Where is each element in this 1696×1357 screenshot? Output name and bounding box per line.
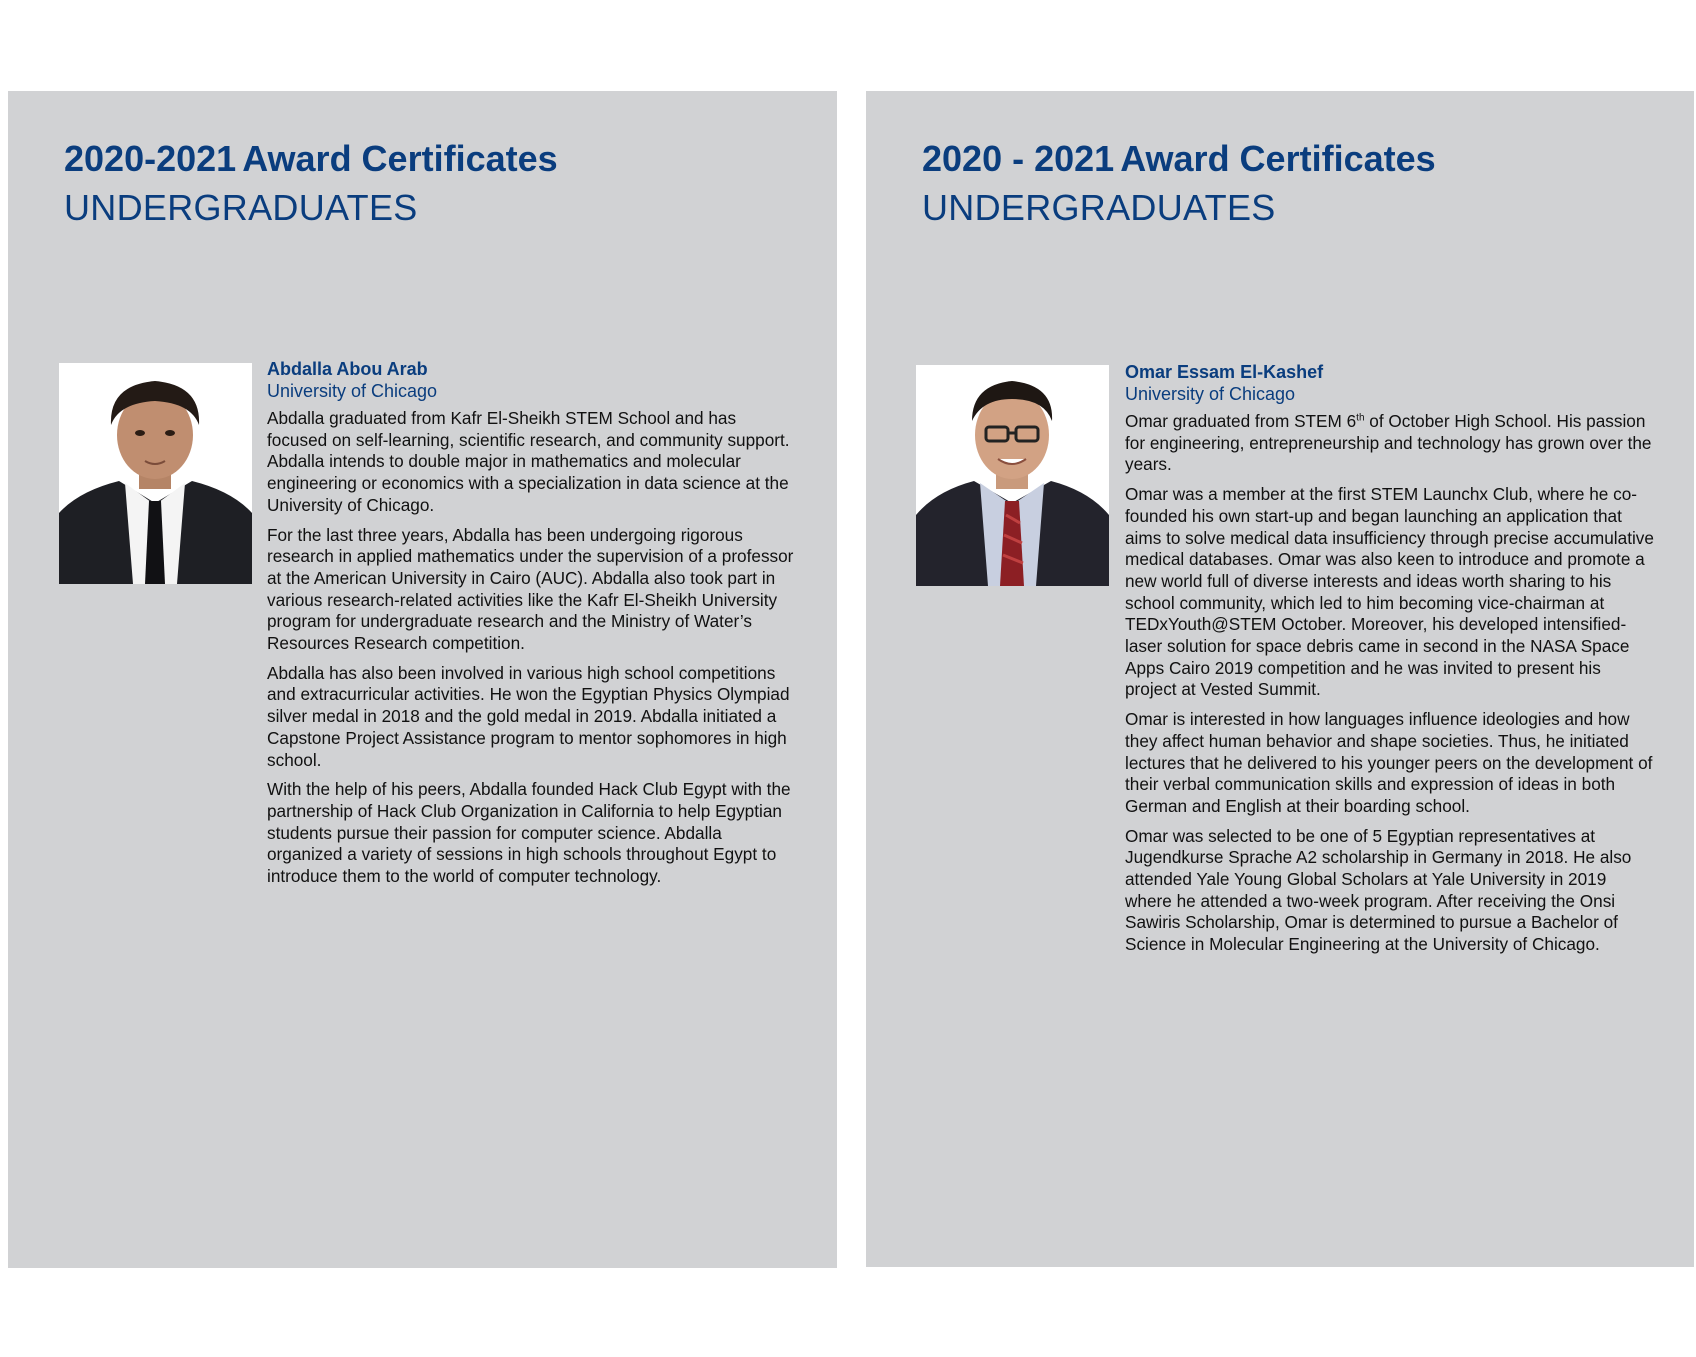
page-subtitle: UNDERGRADUATES <box>922 187 1276 228</box>
bio-paragraph: Omar was selected to be one of 5 Egyptian representatives at Jugendkurse Sprache A2 scholarship in Germany in 2018. He also attended Yale Young Global Scholars at Yale University in 2019 where he attended a two-week program. After receiving the Onsi Sawiris Scholarship, Omar is determined to pursue a Bachelor of Science in Molecular Engineering at the University of Chicago. <box>1125 825 1632 955</box>
student-name: Abdalla Abou Arab <box>267 359 428 379</box>
bio-paragraph: Abdalla graduated from Kafr El-Sheikh STEM School and has focused on self-learning, scientific research, and community support. Abdalla intends to double major in mathematics and molecular engineering or economics with a specialization in data science at the University of Chicago. <box>267 408 790 515</box>
title-year-start: 2020 <box>64 138 145 179</box>
ordinal-suffix: th <box>1356 412 1365 424</box>
bio-text: Omar graduated from STEM 6 <box>1125 411 1357 431</box>
certificate-page-right <box>866 91 1694 1267</box>
page-heading <box>922 135 1436 233</box>
title-year-end: 2021 <box>156 138 237 179</box>
page-title <box>64 135 558 183</box>
title-text: Award Certificates <box>1120 138 1436 179</box>
bio-paragraph: Omar is interested in how languages influence ideologies and how they affect human behavior and shape societies. Thus, he initiated lectures that he delivered to his younger peers on the development of their verbal communication skills and expression of ideas in both German and English at their boarding school. <box>1125 709 1653 816</box>
certificate-page-left <box>8 91 837 1268</box>
bio-paragraph: Omar was a member at the first STEM Launchx Club, where he co-founded his own start-up and began launching an application that aims to solve medical data insufficiency through precise accumulative medical databases. Omar was also keen to introduce and promote a new world full of diverse interests and ideas worth sharing to his school community, which led to him becoming vice-chairman at TEDxYouth@STEM October. Moreover, his developed intensified-laser solution for space debris came in second in the NASA Space Apps Cairo 2019 competition and he was invited to present his project at Vested Summit. <box>1125 484 1654 700</box>
student-photo <box>59 363 252 584</box>
title-dash: - <box>144 138 157 179</box>
student-school: University of Chicago <box>1125 384 1296 404</box>
title-year-start: 2020 <box>922 138 1003 179</box>
page-title <box>922 135 1436 183</box>
title-year-end: 2021 <box>1034 138 1115 179</box>
bio-text: of October High School. His passion for engineering, entrepreneurship and technology has grown over the years. <box>1125 411 1652 475</box>
title-text: Award Certificates <box>242 138 558 179</box>
page-heading <box>64 135 558 233</box>
title-dash: - <box>1012 138 1025 179</box>
student-name: Omar Essam El-Kashef <box>1125 362 1324 382</box>
student-photo <box>916 365 1109 586</box>
bio-paragraph <box>1125 411 1655 476</box>
bio-paragraph: Abdalla has also been involved in various high school competitions and extracurricular activities. He won the Egyptian Physics Olympiad silver medal in 2018 and the gold medal in 2019. Abdalla initiated a Capstone Project Assistance program to mentor sophomores in high school. <box>267 662 790 770</box>
student-bio <box>267 358 797 896</box>
bio-paragraph: For the last three years, Abdalla has been undergoing rigorous research in applied mathematics under the supervision of a professor at the American University in Cairo (AUC). Abdalla also took part in various research-related activities like the Kafr El-Sheikh University program for undergraduate research and the Ministry of Water’s Resources Research competition. <box>267 524 794 654</box>
page-subtitle: UNDERGRADUATES <box>64 187 418 228</box>
student-bio <box>1125 361 1655 964</box>
student-school: University of Chicago <box>267 381 438 401</box>
bio-paragraph: With the help of his peers, Abdalla founded Hack Club Egypt with the partnership of Hack Club Organization in California to help Egyptian students pursue their passion for computer science. Abdalla organized a variety of sessions in high schools throughout Egypt to introduce them to the world of computer technology. <box>267 779 791 887</box>
